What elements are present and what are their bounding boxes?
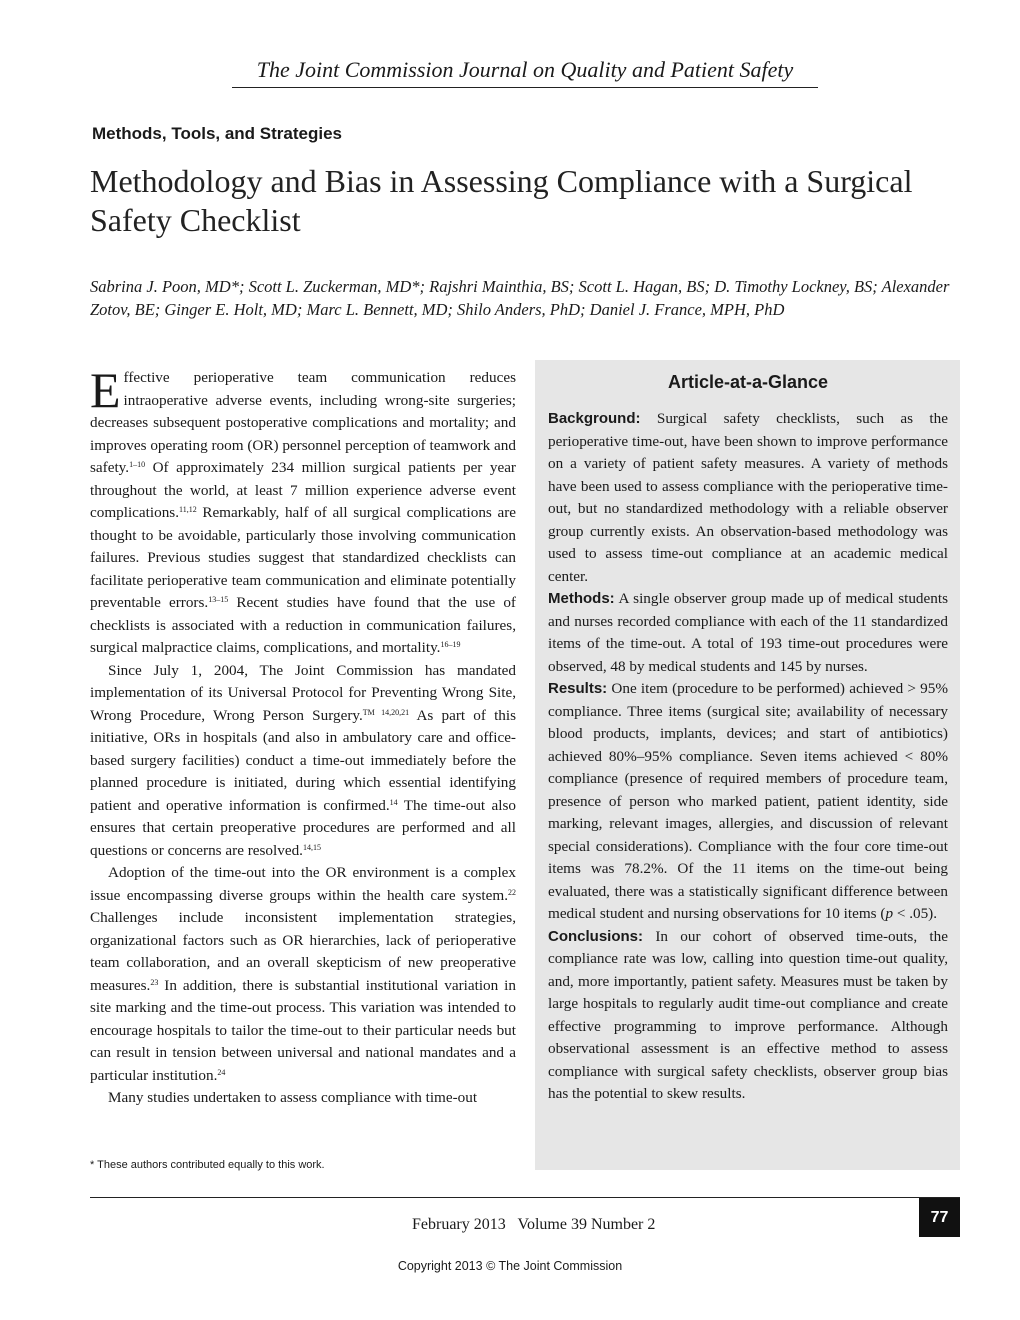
glance-results [548,678,948,926]
body-paragraph-1 [90,362,516,660]
glance-label: Methods: [548,590,615,607]
glance-conclusions [548,926,948,1106]
text-run: Recent studies have found that the use of checklists is associated with a reduction in communication failures, surgical malpractice claims, complications, and mortality. [90,594,516,656]
citation-ref: TM 14,20,21 [362,707,410,717]
section-label: Methods, Tools, and Strategies [92,124,342,143]
text-run: One item (procedure to be performed) achieved > 95% compliance. Three items (surgical site; availability of necessary blood products, implants, devices; and start of antibiotics) achieved 80%–95% compliance. Seven items achieved < 80% compliance (presence of required members of procedure team, presence of person who marked patient, patient identity, side marking, relevant images, allergies, and discussion of relevant special considerations). Compliance with the four core time-out items was 78.2%. Of the 11 items on the time-out being evaluated, there was a statistically significant difference between medical student and nursing observations for 10 items ( [548,680,948,922]
citation-ref: 24 [217,1067,226,1077]
text-run: Challenges include inconsistent implementation strategies, organizational factors such as OR hierarchies, lack of perioperative team collaboration, and an overall skepticism of new preoperative measures. [90,909,516,994]
copyright-notice: Copyright 2013 © The Joint Commission [397,1259,623,1273]
text-run: Remarkably, half of all surgical complications are thought to be avoidable, particularly those involving communication failures. Previous studies suggest that standardized checklists can facilitate perioperative team communication and eliminate potentially preventable errors. [90,504,516,611]
text-run: ffective perioperative team communication reduces intraoperative adverse events, including wrong-site surgeries; decreases subsequent postoperative complications and mortality; and improves operating room (OR) personnel perception of teamwork and safety. [90,369,516,476]
page-number: 77 [919,1198,960,1237]
journal-title: The Joint Commission Journal on Quality and Patient Safety [232,56,818,88]
text-run: Of approximately 234 million surgical patients per year throughout the world, at least 7 million experience adverse event complications. [90,459,516,521]
text-run: Surgical safety checklists, such as the perioperative time-out, have been shown to improve performance on a variety of patient safety measures. A variety of methods have been used to assess compliance with the perioperative time-out, but no standardized methodology with a reliable observer group currently exists. An observation-based methodology was used to assess time-out compliance at an academic medical center. [548,410,948,585]
glance-label: Background: [548,410,641,427]
citation-ref: 11,12 [179,505,197,514]
citation-ref: 14,15 [302,842,321,852]
issue-info: February 2013 Volume 39 Number 2 [412,1216,656,1233]
glance-label: Conclusions: [548,927,644,945]
text-run: The time-out also ensures that certain preoperative procedures are performed and all questions or concerns are resolved. [90,796,516,859]
text-run: Adoption of the time-out into the OR environment is a complex issue encompassing diverse groups within the health care system. [90,864,516,904]
glance-heading: Article-at-a-Glance [667,372,829,392]
citation-ref: 13–15 [208,595,229,604]
text-run: Since July 1, 2004, The Joint Commission has mandated implementation of its Universal Protocol for Preventing Wrong Site, Wrong Procedure, Wrong Person Surgery. [90,661,516,724]
text-run: < .05). [893,905,938,922]
text-run: A single observer group made up of medical students and nurses recorded compliance with each of the 11 standardized items of the time-out. A total of 193 time-out procedures were observed, 48 by medical students and 145 by nurses. [548,590,948,675]
citation-ref: 22 [508,887,516,897]
citation-ref: 1–10 [129,460,146,469]
citation-ref: 16–19 [440,640,461,649]
body-paragraph-3 [90,862,516,1087]
article-at-a-glance-box [535,360,960,1170]
text-run: In our cohort of observed time-outs, the compliance rate was low, calling into question time-out quality, and, more importantly, patient safety. Measures must be taken by large hospitals to regularly audit time-out compliance and create effective programming to improve performance. Although observational assessment is an effective method to assess compliance with surgical safety checklists, observer group bias has the potential to skew results. [548,927,948,1102]
body-paragraph-4: Many studies undertaken to assess compliance with time-out [108,1089,478,1106]
glance-methods [548,588,948,678]
citation-ref: 14 [389,797,398,807]
article-title: Methodology and Bias in Assessing Compliance with a Surgical Safety Checklist [90,163,913,238]
text-run: As part of this initiative, ORs in hospitals (and also in ambulatory care and office-based surgery facilities) conduct a time-out immediately before the planned procedure is initiated, during which essential identifying patient and operative information is confirmed. [90,706,517,814]
footnote: * These authors contributed equally to this work. [90,1159,325,1171]
text-run: In addition, there is substantial institutional variation in site marking and the time-out process. This variation was intended to encourage hospitals to tailor the time-out to their particular needs but can result in tension between universal and national mandates and a particular institution. [90,976,516,1084]
citation-ref: 23 [150,977,159,987]
body-column [90,362,517,1110]
body-paragraph-2 [90,660,516,863]
drop-cap: E [90,362,121,418]
glance-label: Results: [548,680,608,697]
footer-divider [90,1197,960,1198]
text-run: p [885,905,894,922]
author-list: Sabrina J. Poon, MD*; Scott L. Zuckerman, MD*; Rajshri Mainthia, BS; Scott L. Hagan, BS; D. Timothy Lockney, BS; Alexander Zotov, BE; Ginger E. Holt, MD; Marc L. Bennett, MD; Shilo Anders, PhD; Daniel J. France, MPH, PhD [90,277,950,319]
glance-background [548,408,948,588]
